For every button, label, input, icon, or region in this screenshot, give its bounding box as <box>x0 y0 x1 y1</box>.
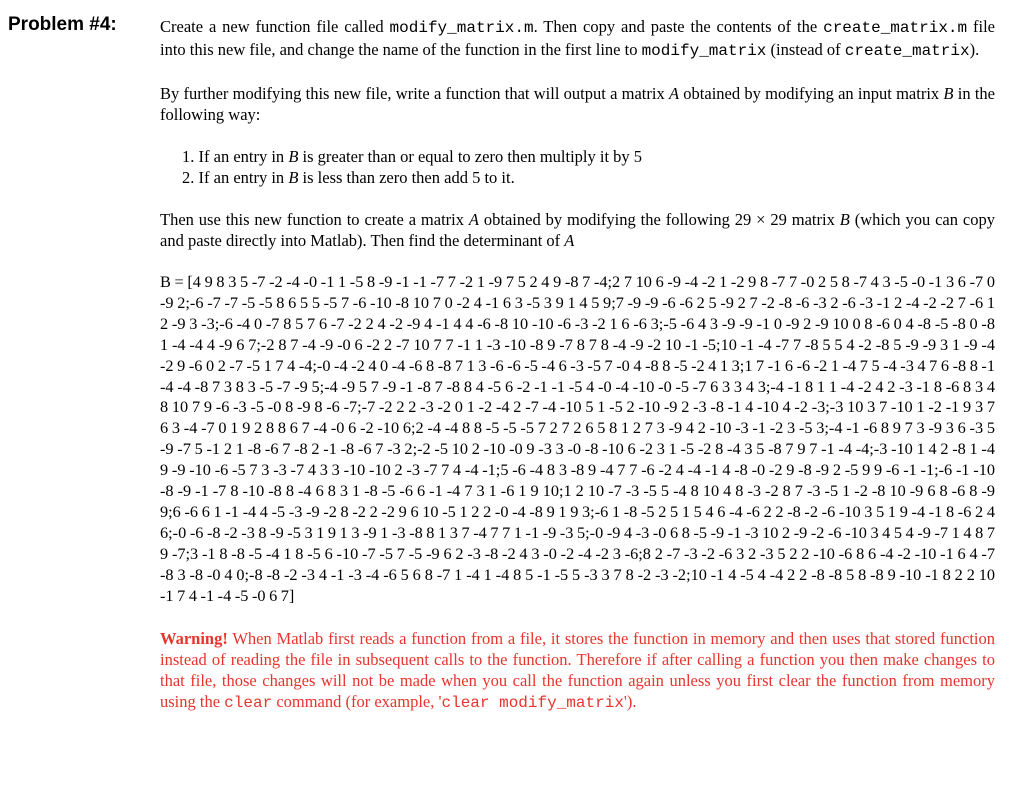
further-text-2: obtained by modifying an input matrix <box>679 84 944 103</box>
further-text-3: in the following way: <box>160 84 995 124</box>
warning-text-2: command (for example, ' <box>272 691 442 711</box>
rule-1-text-b: is greater than or equal to zero then multiply it by 5 <box>298 147 643 166</box>
function-name-modify: modify_matrix <box>641 42 767 60</box>
rule-2-text-b: is less than zero then add 5 to it. <box>298 168 515 187</box>
matrix-b-definition: B = [4 9 8 3 5 -7 -2 -4 -0 -1 1 -5 8 -9 -1 -1 -7 7 -2 1 -9 7 5 2 4 9 -8 7 -4;2 7 10 6 -9 -4 -2 1 -2 9 8 -7 7 -0 2 5 8 -7 4 3 -5 -0 -1 3 6 -7 0 -9 2;-6 -7 -7 -5 -5 8 6 5 5 -5 7 -6 -10 -8 10 7 0 -2 4 -1 6 3 -5 3 9 1 4 5 9;7 -9 -9 -6 -6 2 5 -9 2 7 -2 -8 -6 -3 2 -6 -3 -1 2 -4 -2 -2 7 -6 1 2 -9 3 -3;-6 -4 0 -7 8 5 7 6 -7 -2 2 4 -2 -9 4 -1 4 4 -6 -8 10 -10 -6 -3 -2 1 6 -6 3;-5 -6 4 3 -9 -9 -1 0 -9 2 -9 10 0 8 -6 0 4 -8 -5 -8 0 -8 1 -4 -4 4 -9 6 7;-2 8 7 -4 -9 -0 6 -2 2 -7 10 7 7 -1 1 -3 -10 -8 9 -7 8 7 8 -4 -9 -2 10 -1 -5;10 -1 -4 -7 7 -8 5 5 4 -2 -8 5 -9 -9 3 1 -9 -4 -2 9 -6 0 2 -7 -5 1 7 4 -4;-0 -4 -2 4 0 -4 -6 8 -8 7 1 3 -6 -6 -5 -4 6 -3 -5 7 -0 4 -8 8 -5 -2 4 1 3;1 7 -1 6 -6 -2 1 -4 7 5 -4 -3 4 7 6 -8 8 -1 -4 -4 -8 7 3 8 3 -5 -7 -9 5;-4 -9 5 7 -9 -1 -8 7 -8 8 4 -5 6 -2 -1 -1 -5 4 -0 -4 -10 -0 -5 -7 6 3 3 4 3;-4 -1 8 1 1 -4 -2 4 2 -3 -1 8 -6 8 3 4 8 10 7 9 -6 -3 -5 -0 8 -9 8 -6 -7;-7 -2 2 2 -3 -2 0 1 -2 -4 2 -7 -4 -10 5 1 -5 2 -10 -9 2 -3 -8 -1 4 -10 4 -2 -3;-3 10 3 7 -10 1 -2 -1 9 3 7 6 3 -4 -7 0 1 9 2 8 8 6 7 -4 -0 6 -2 -10 6;2 -4 -4 8 8 -5 -5 -5 7 2 7 2 6 5 8 1 2 7 3 -9 4 2 -10 -3 -1 -2 3 -5 3;-4 -1 -6 8 9 7 3 -9 3 6 -3 5 -9 -7 5 -1 2 1 -8 -6 7 -8 2 -1 -8 -6 7 -3 2;-2 -5 10 2 -10 -0 9 -3 3 -0 -8 -10 6 -2 3 1 -5 -2 8 -4 3 5 -8 7 9 7 -1 -4 -4;-3 -10 1 4 2 -8 1 -4 9 -9 -10 -6 -5 7 3 -3 -7 4 3 3 -10 -10 2 -3 -7 7 4 -4 -1;5 -6 -4 8 3 -8 9 -4 7 7 -6 -2 4 -4 -1 4 -8 -0 -2 9 -8 -9 2 -5 9 9 -6 -1 -1;-6 -1 -10 -8 -9 -1 -7 8 -10 -8 8 -4 6 8 3 1 -8 -5 -6 6 -1 -4 7 3 1 -6 1 9 10;1 2 10 -7 -3 -5 5 -4 8 10 4 8 -3 -2 8 7 -3 -5 1 -2 -8 10 -9 6 8 -6 8 -9 9;6 -6 6 1 -1 -4 4 -5 -3 -9 -2 8 -2 2 -2 9 6 10 -5 1 2 2 -0 -4 -8 9 1 9 3;-6 1 -8 -5 2 5 1 5 4 6 -4 -6 2 2 -8 -2 -6 -10 3 5 1 9 -4 -1 8 -6 2 4 6;-0 -6 -8 -2 -3 8 -9 -5 3 1 9 1 3 -9 1 -3 -8 8 1 3 7 -4 7 7 1 -1 -9 -3 5;-0 -9 4 -3 -0 6 8 -5 -9 -1 -3 10 2 -9 -2 -6 -10 3 4 5 4 -9 -7 1 4 8 7 9 -7;3 -1 8 -8 -5 -4 1 8 -5 6 -10 -7 -5 7 -5 -9 6 2 -3 -8 -2 4 3 -0 -2 -4 -2 3 -6;8 2 -7 -3 -2 -6 3 2 -3 5 2 2 -10 -6 8 6 -4 -2 -10 -1 6 4 -7 -8 3 -8 -0 4 0;-8 -8 -2 -3 4 -1 -3 -4 -6 5 6 8 -7 1 -4 1 -4 8 5 -1 -5 5 -3 3 7 8 -2 -3 -2;10 -1 4 -5 4 -4 2 2 -8 -8 5 8 -8 9 -10 -1 8 2 2 10 -1 7 4 -1 -4 -5 -0 6 7] <box>160 272 995 605</box>
rule-item-2 <box>182 167 995 188</box>
further-text-1: By further modifying this new file, write a function that will output a matrix <box>160 84 669 103</box>
then-use-paragraph <box>160 209 995 251</box>
then-text-1: Then use this new function to create a matrix <box>160 210 469 229</box>
var-b-2: B <box>839 210 850 229</box>
warning-paragraph <box>160 628 995 714</box>
clear-example: clear modify_matrix <box>441 693 624 712</box>
intro-text-1: Create a new function file called <box>160 17 390 36</box>
rule-1-var: B <box>288 147 299 166</box>
intro-paragraph <box>160 16 995 62</box>
clear-command: clear <box>224 693 273 712</box>
rule-2-text-a: 2. If an entry in <box>182 168 289 187</box>
var-a: A <box>668 84 680 103</box>
further-paragraph <box>160 83 995 125</box>
then-text-2: obtained by modifying the following 29 × 29 matrix <box>479 210 840 229</box>
problem-label: Problem #4: <box>8 14 117 35</box>
filename-create-matrix: create_matrix.m <box>823 19 968 37</box>
var-a-3: A <box>564 231 575 250</box>
warning-text-3: '). <box>623 691 637 711</box>
rules-list <box>160 146 995 188</box>
rule-2-var: B <box>288 168 299 187</box>
rule-1-text-a: 1. If an entry in <box>182 147 289 166</box>
intro-text-3: file into this new file, and change the name of the function in the first line to <box>160 17 995 59</box>
then-text-3: (which you can copy and paste directly into Matlab). Then find the determinant of <box>160 210 995 250</box>
var-a-2: A <box>468 210 479 229</box>
problem-content <box>160 16 995 714</box>
intro-text-4: (instead of <box>766 40 845 59</box>
intro-text-5: ). <box>969 40 980 59</box>
var-b: B <box>943 84 954 103</box>
warning-label: Warning! <box>160 628 228 648</box>
warning-text-1: When Matlab first reads a function from a file, it stores the function in memory and then uses that stored function instead of reading the file in subsequent calls to the function. Therefore if after calling a function you then make changes to that file, those changes will not be made when you call the function again unless you first clear the function from memory using the <box>160 628 995 711</box>
rule-item-1 <box>182 146 995 167</box>
function-name-create: create_matrix <box>844 42 970 60</box>
filename-modify-matrix: modify_matrix.m <box>389 19 534 37</box>
intro-text-2: . Then copy and paste the contents of the <box>533 17 824 36</box>
